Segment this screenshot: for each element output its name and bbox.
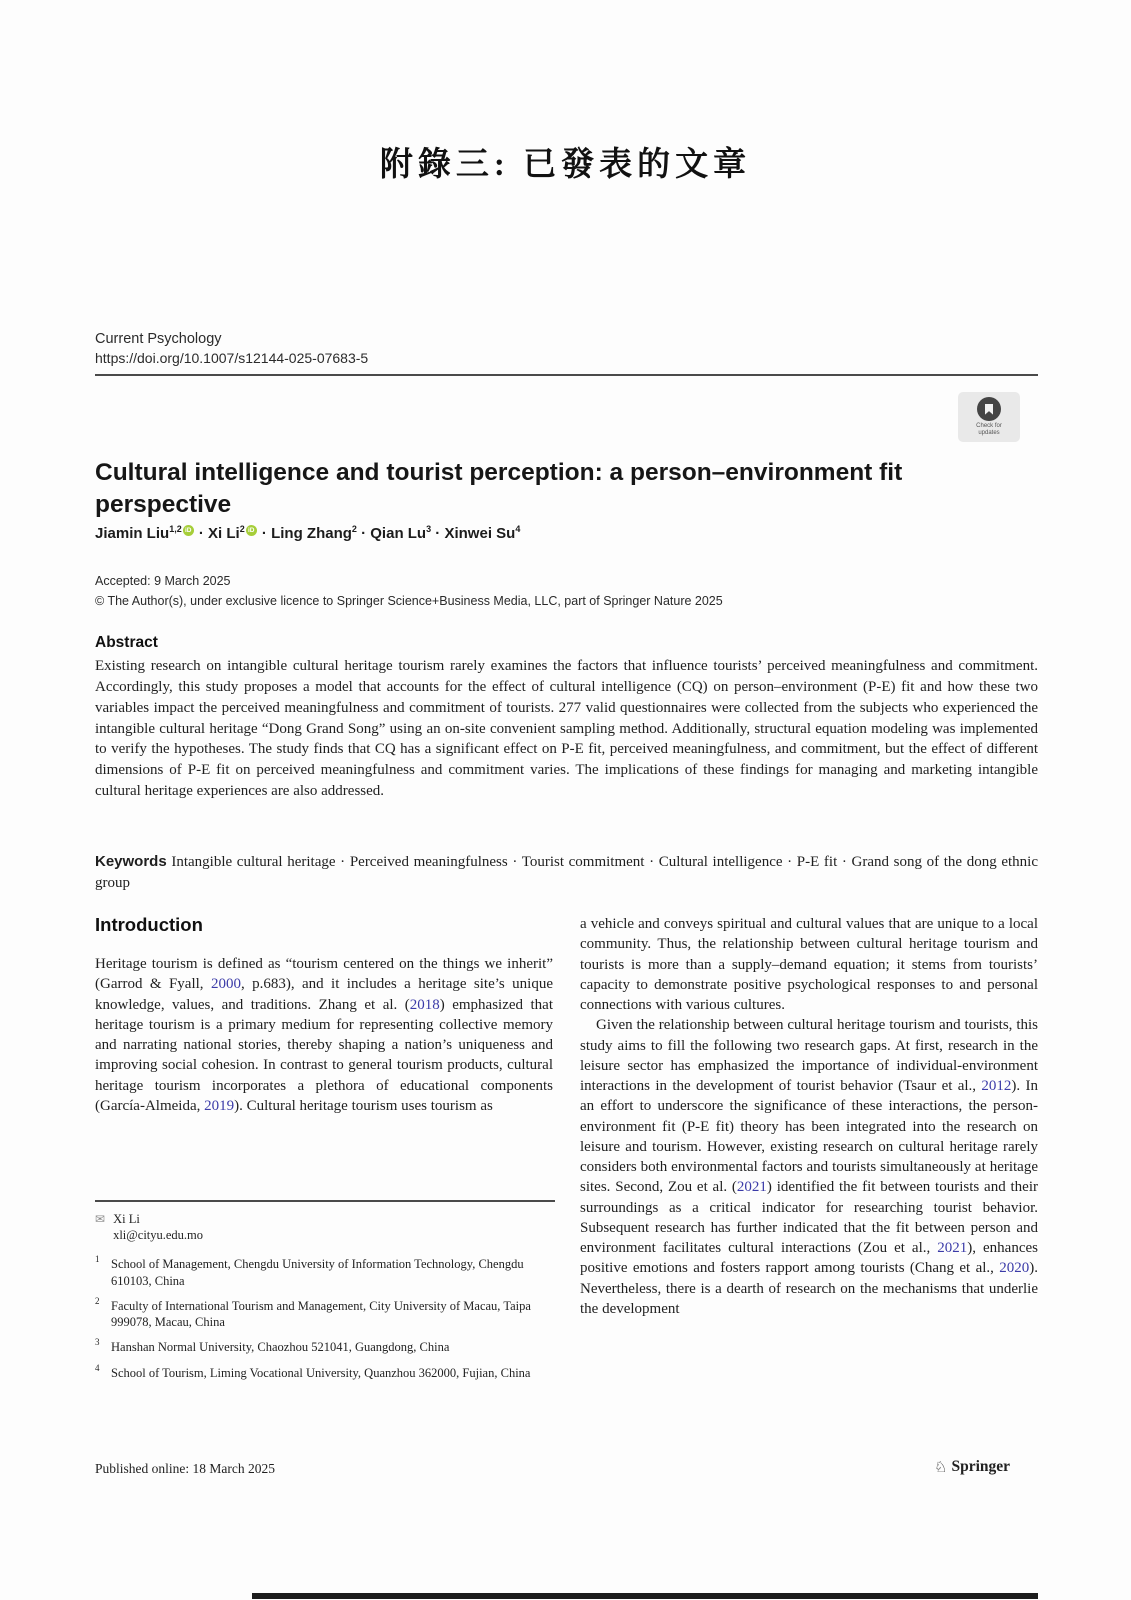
text-segment: ), enhances positive emotions and fosters rapport among tourists (Chang et al., — [580, 1240, 1038, 1277]
text-segment: Xi Li — [208, 525, 240, 542]
affiliation-item — [95, 1339, 555, 1355]
article-title: Cultural intelligence and tourist perception: a person–environment fit perspective — [95, 459, 903, 519]
correspondent — [113, 1211, 203, 1245]
affiliation-number: 4 — [95, 1362, 100, 1373]
introduction-heading: Introduction — [95, 914, 203, 935]
text-segment: ) emphasized that heritage tourism is a primary medium for representing collective memory and narrating national stories, thereby shaping a nation’s uniqueness and improving social cohesion. In contrast to general tourism products, cultural heritage tourism incorporates a plethora of educational components (García-Almeida, — [95, 996, 553, 1114]
footnote-divider — [95, 1200, 555, 1202]
affiliation-item — [95, 1295, 555, 1331]
text-segment: Intangible cultural heritage · Perceived meaningfulness · Tourist commitment · Cultural intelligence · P-E fit · Grand song of the dong ethnic group — [95, 854, 1038, 891]
bookmark-icon — [985, 404, 993, 415]
text-segment: ). In an effort to underscore the significance of these interactions, the person-environment fit (P-E fit) theory has been integrated into the research on leisure and tourism. However, existing research on cultural heritage rarely considers both environmental factors and tourists simultaneously at heritage sites. Second, Zou et al. ( — [580, 1078, 1038, 1196]
affiliation-item — [95, 1362, 555, 1381]
citation-link[interactable]: 2012 — [981, 1078, 1012, 1094]
orcid-icon[interactable]: iD — [246, 525, 257, 536]
superscript: 2 — [351, 524, 357, 534]
check-for-updates-label — [976, 423, 1002, 437]
scan-artifact-bar — [252, 1593, 1038, 1599]
affiliation-item — [95, 1256, 555, 1289]
header-divider — [95, 374, 1038, 376]
check-for-updates-line2: updates — [978, 430, 1000, 436]
text-segment: Xinwei Su — [444, 525, 516, 542]
envelope-icon: ✉ — [95, 1211, 106, 1226]
springer-knight-icon: ♘ — [934, 1458, 948, 1476]
citation-link[interactable]: 2019 — [204, 1097, 235, 1114]
superscript: 2 — [239, 524, 245, 534]
text-segment: ) identified the fit between tourists and their surroundings as a critical indicator for researching tourist behavior. Subsequent research has further indicated that the fit between person and environment facilitates cultural interactions (Zou et al., — [580, 1179, 1038, 1256]
check-for-updates-badge[interactable] — [958, 392, 1020, 442]
affiliation-number: 2 — [95, 1295, 100, 1306]
citation-link[interactable]: 2000 — [210, 976, 241, 993]
accepted-date: Accepted: 9 March 2025 — [95, 574, 231, 588]
text-segment: Given the relationship between cultural heritage tourism and tourists, this study aims to fill the following two research gaps. At first, research in the leisure sector has emphasized the importance of individual-environment interactions in the development of tourist behavior (Tsaur et al., — [580, 1017, 1038, 1094]
appendix-title: 附錄三: 已發表的文章 — [379, 147, 752, 183]
text-segment: · — [257, 525, 272, 542]
citation-link[interactable]: 2021 — [736, 1179, 767, 1196]
affiliation-text: School of Management, Chengdu University of Information Technology, Chengdu 610103, China — [111, 1257, 524, 1288]
affiliation-text: Faculty of International Tourism and Management, City University of Macau, Taipa 999078, Macau, China — [111, 1298, 531, 1329]
citation-link[interactable]: 2020 — [999, 1260, 1030, 1277]
superscript: 4 — [515, 524, 521, 534]
springer-wordmark: Springer — [951, 1458, 1011, 1475]
superscript: 1,2 — [169, 524, 182, 534]
text-segment: Ling Zhang — [271, 525, 352, 542]
check-for-updates-icon — [977, 397, 1001, 421]
affiliation-number: 3 — [95, 1337, 100, 1348]
citation-link[interactable]: 2021 — [937, 1240, 968, 1256]
citation-link[interactable]: 2018 — [409, 996, 440, 1013]
label: Keywords — [95, 853, 167, 870]
authors-line — [95, 525, 995, 542]
journal-header — [95, 331, 368, 366]
text-segment: · — [431, 525, 445, 542]
correspondent-email[interactable]: xli@cityu.edu.mo — [113, 1228, 204, 1243]
published-online-date: Published online: 18 March 2025 — [95, 1461, 275, 1476]
text-segment: a vehicle and conveys spiritual and cultural values that are unique to a local community. Thus, the relationship between cultural heritage tourism and tourists is more than a supply–demand equation; it stems from tourists’ capacity to demonstrate positive psychological responses to and personal connections with various cultures. — [580, 916, 1038, 1013]
affiliation-text: School of Tourism, Liming Vocational University, Quanzhou 362000, Fujian, China — [111, 1365, 531, 1380]
superscript: 3 — [426, 524, 432, 534]
introduction-paragraph-left — [95, 954, 553, 1116]
text-segment: · — [356, 525, 371, 542]
text-segment: ). Nevertheless, there is a dearth of research on the mechanisms that underlie the development — [580, 1260, 1038, 1317]
text-segment: Qian Lu — [370, 525, 427, 542]
text-segment: Heritage tourism is defined as “tourism centered on the things we inherit” (Garrod & Fyall, — [95, 956, 553, 993]
text-segment: Jiamin Liu — [95, 525, 170, 542]
affiliations-list — [95, 1256, 555, 1381]
springer-logo — [934, 1458, 1010, 1476]
abstract-heading: Abstract — [95, 634, 158, 651]
affiliation-text: Hanshan Normal University, Chaozhou 521041, Guangdong, China — [111, 1340, 450, 1355]
correspondent-name: Xi Li — [113, 1211, 140, 1226]
journal-name: Current Psychology — [95, 331, 222, 347]
copyright-notice: © The Author(s), under exclusive licence to Springer Science+Business Media, LLC, part of Springer Nature 2025 — [95, 594, 723, 608]
introduction-paragraph-right-2 — [580, 1015, 1038, 1319]
orcid-icon[interactable]: iD — [183, 525, 194, 536]
text-segment: , p.683), and it includes a heritage site’s unique knowledge, values, and traditions. Zhang et al. ( — [95, 976, 553, 1013]
keywords-line — [95, 851, 1038, 894]
affiliation-number: 1 — [95, 1254, 100, 1265]
footnotes-block — [95, 1200, 555, 1390]
text-segment: ). Cultural heritage tourism uses tourism as — [234, 1097, 493, 1114]
correspondence-block — [95, 1211, 555, 1245]
check-for-updates-line1: Check for — [976, 423, 1002, 430]
doi-link[interactable]: https://doi.org/10.1007/s12144-025-07683-5 — [95, 350, 369, 366]
introduction-paragraph-right-1 — [580, 914, 1038, 1015]
text-segment: · — [194, 525, 209, 542]
right-column — [580, 914, 1038, 1319]
abstract-text: Existing research on intangible cultural heritage tourism rarely examines the factors that influence tourists’ perceived meaningfulness and commitment. Accordingly, this study proposes a model that accounts for the effect of cultural intelligence (CQ) on person–environment (P-E) fit and how these two variables impact the perceived meaningfulness and commitment of tourists. 277 valid questionnaires were collected from the subjects who experienced the intangible cultural heritage “Dong Grand Song” using an on-site convenient sampling method. Additionally, structural equation modeling was implemented to verify the hypotheses. The study finds that CQ has a significant effect on P-E fit, perceived meaningfulness, and commitment, but the effect of different dimensions of P-E fit on perceived meaningfulness and commitment varies. The implications of these findings for managing and marketing intangible cultural heritage experiences are also addressed. — [95, 658, 1038, 800]
left-column — [95, 914, 553, 1116]
